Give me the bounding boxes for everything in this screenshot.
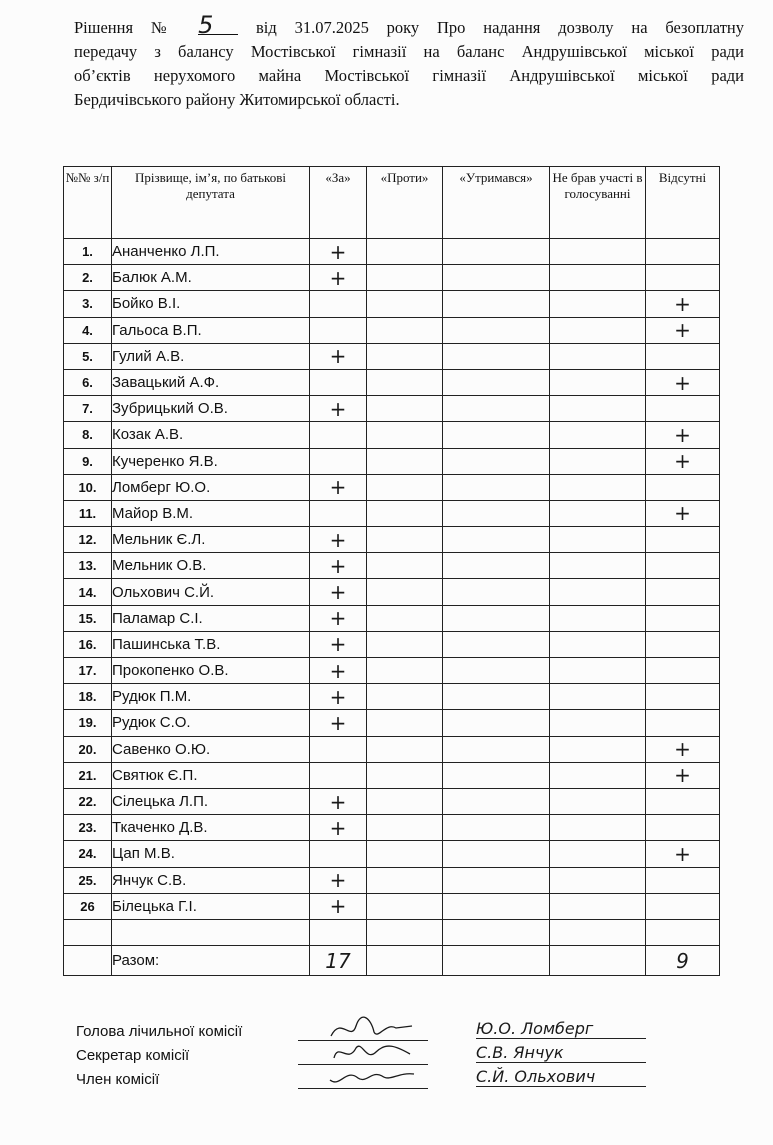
vote-not-voted (550, 893, 646, 919)
table-cell (112, 919, 310, 945)
vote-absent (646, 239, 720, 265)
vote-absent (646, 553, 720, 579)
vote-not-voted (550, 867, 646, 893)
vote-against (367, 841, 443, 867)
vote-abstain (443, 815, 550, 841)
table-cell (367, 919, 443, 945)
deputy-name: Рудюк П.М. (112, 684, 310, 710)
vote-abstain (443, 605, 550, 631)
vote-against (367, 265, 443, 291)
table-cell (64, 919, 112, 945)
vote-absent (646, 867, 720, 893)
decision-heading (74, 11, 744, 112)
vote-not-voted (550, 291, 646, 317)
deputy-name: Гальоса В.П. (112, 317, 310, 343)
vote-against (367, 317, 443, 343)
deputy-name: Святюк Є.П. (112, 762, 310, 788)
table-row (64, 265, 720, 291)
vote-abstain (443, 788, 550, 814)
deputy-name: Козак А.В. (112, 422, 310, 448)
table-row (64, 317, 720, 343)
deputy-name: Прокопенко О.В. (112, 658, 310, 684)
vote-abstain (443, 527, 550, 553)
vote-abstain (443, 317, 550, 343)
vote-for (310, 736, 367, 762)
vote-abstain (443, 422, 550, 448)
vote-absent (646, 474, 720, 500)
vote-not-voted (550, 422, 646, 448)
vote-against (367, 239, 443, 265)
vote-not-voted (550, 788, 646, 814)
row-number: 2. (64, 265, 112, 291)
deputy-name: Савенко О.Ю. (112, 736, 310, 762)
deputy-name: Завацький А.Ф. (112, 369, 310, 395)
handwritten-signature (326, 1062, 416, 1092)
row-number: 16. (64, 631, 112, 657)
deputy-name: Мельник О.В. (112, 553, 310, 579)
deputy-name: Ломберг Ю.О. (112, 474, 310, 500)
table-cell (646, 919, 720, 945)
table-row (64, 500, 720, 526)
vote-for: + (310, 265, 367, 291)
vote-not-voted (550, 265, 646, 291)
table-empty-row (64, 919, 720, 945)
vote-abstain (443, 474, 550, 500)
vote-for: + (310, 893, 367, 919)
col-header-against: «Проти» (367, 167, 443, 239)
total-absent: 9 (646, 946, 720, 976)
signature-row-member (76, 1068, 716, 1092)
vote-absent (646, 893, 720, 919)
signature-name: С.Й. Ольхович (476, 1067, 646, 1087)
row-number: 7. (64, 396, 112, 422)
row-number: 1. (64, 239, 112, 265)
vote-against (367, 500, 443, 526)
table-cell (64, 946, 112, 976)
vote-not-voted (550, 605, 646, 631)
table-total-row (64, 946, 720, 976)
deputy-name: Бойко В.І. (112, 291, 310, 317)
table-cell (443, 946, 550, 976)
table-row (64, 343, 720, 369)
vote-for (310, 422, 367, 448)
deputy-name: Ольхович С.Й. (112, 579, 310, 605)
vote-for (310, 500, 367, 526)
table-row (64, 291, 720, 317)
deputy-name: Янчук С.В. (112, 867, 310, 893)
table-row (64, 474, 720, 500)
vote-abstain (443, 579, 550, 605)
table-row (64, 527, 720, 553)
heading-line-4: Бердичівського району Житомирської області. (74, 90, 400, 109)
vote-absent: + (646, 369, 720, 395)
vote-for (310, 317, 367, 343)
vote-not-voted (550, 579, 646, 605)
row-number: 18. (64, 684, 112, 710)
vote-absent (646, 631, 720, 657)
row-number: 20. (64, 736, 112, 762)
row-number: 21. (64, 762, 112, 788)
total-label: Разом: (112, 946, 310, 976)
vote-against (367, 893, 443, 919)
vote-absent (646, 396, 720, 422)
vote-absent: + (646, 841, 720, 867)
row-number: 24. (64, 841, 112, 867)
table-body (64, 239, 720, 920)
vote-absent: + (646, 291, 720, 317)
vote-absent: + (646, 500, 720, 526)
vote-for: + (310, 396, 367, 422)
vote-against (367, 658, 443, 684)
vote-against (367, 369, 443, 395)
vote-abstain (443, 343, 550, 369)
vote-against (367, 474, 443, 500)
vote-absent (646, 815, 720, 841)
deputy-name: Зубрицький О.В. (112, 396, 310, 422)
vote-for: + (310, 658, 367, 684)
vote-abstain (443, 736, 550, 762)
vote-not-voted (550, 527, 646, 553)
decision-label: Рішення № (74, 18, 181, 37)
vote-absent (646, 527, 720, 553)
table-row (64, 788, 720, 814)
row-number: 15. (64, 605, 112, 631)
deputy-name: Рудюк С.О. (112, 710, 310, 736)
vote-against (367, 553, 443, 579)
vote-abstain (443, 762, 550, 788)
table-row (64, 684, 720, 710)
deputy-name: Гулий А.В. (112, 343, 310, 369)
row-number: 23. (64, 815, 112, 841)
voting-table (63, 166, 720, 976)
vote-against (367, 579, 443, 605)
vote-absent (646, 265, 720, 291)
vote-for (310, 762, 367, 788)
vote-absent: + (646, 422, 720, 448)
table-row (64, 553, 720, 579)
decision-number: 5 (198, 16, 238, 35)
vote-not-voted (550, 710, 646, 736)
col-header-absent: Відсутні (646, 167, 720, 239)
row-number: 14. (64, 579, 112, 605)
vote-not-voted (550, 343, 646, 369)
deputy-name: Кучеренко Я.В. (112, 448, 310, 474)
vote-absent (646, 343, 720, 369)
col-header-number: №№ з/п (64, 167, 112, 239)
vote-for: + (310, 867, 367, 893)
vote-against (367, 448, 443, 474)
vote-abstain (443, 710, 550, 736)
vote-against (367, 736, 443, 762)
row-number: 25. (64, 867, 112, 893)
vote-for: + (310, 474, 367, 500)
vote-abstain (443, 867, 550, 893)
row-number: 11. (64, 500, 112, 526)
vote-not-voted (550, 448, 646, 474)
vote-not-voted (550, 841, 646, 867)
col-header-abstain: «Утримався» (443, 167, 550, 239)
vote-not-voted (550, 658, 646, 684)
vote-not-voted (550, 736, 646, 762)
vote-against (367, 684, 443, 710)
heading-line-2: передачу з балансу Мостівської гімназії на баланс Андрушівської міської ради (74, 42, 744, 61)
vote-absent (646, 579, 720, 605)
vote-abstain (443, 684, 550, 710)
row-number: 13. (64, 553, 112, 579)
row-number: 19. (64, 710, 112, 736)
deputy-name: Білецька Г.І. (112, 893, 310, 919)
table-row (64, 815, 720, 841)
table-row (64, 369, 720, 395)
vote-not-voted (550, 684, 646, 710)
vote-for (310, 291, 367, 317)
deputy-name: Пашинська Т.В. (112, 631, 310, 657)
table-cell (367, 946, 443, 976)
table-header-row (64, 167, 720, 239)
signature-name: С.В. Янчук (476, 1043, 646, 1063)
row-number: 8. (64, 422, 112, 448)
row-number: 26 (64, 893, 112, 919)
table-row (64, 893, 720, 919)
vote-absent (646, 605, 720, 631)
deputy-name: Паламар С.І. (112, 605, 310, 631)
deputy-name: Мельник Є.Л. (112, 527, 310, 553)
table-row (64, 658, 720, 684)
vote-for: + (310, 788, 367, 814)
deputy-name: Балюк А.М. (112, 265, 310, 291)
vote-for: + (310, 579, 367, 605)
table-cell (550, 946, 646, 976)
col-header-not-voted: Не брав участі в голосуванні (550, 167, 646, 239)
vote-absent: + (646, 317, 720, 343)
vote-for: + (310, 343, 367, 369)
table-cell (443, 919, 550, 945)
vote-for (310, 448, 367, 474)
signature-label: Голова лічильної комісії (76, 1023, 243, 1040)
table-row (64, 841, 720, 867)
vote-for: + (310, 815, 367, 841)
table-row (64, 736, 720, 762)
vote-against (367, 788, 443, 814)
table-row (64, 605, 720, 631)
vote-against (367, 762, 443, 788)
vote-against (367, 527, 443, 553)
table-cell (550, 919, 646, 945)
vote-abstain (443, 396, 550, 422)
vote-abstain (443, 553, 550, 579)
vote-not-voted (550, 553, 646, 579)
signature-block (76, 1020, 716, 1092)
vote-not-voted (550, 369, 646, 395)
vote-not-voted (550, 317, 646, 343)
vote-against (367, 396, 443, 422)
row-number: 17. (64, 658, 112, 684)
table-row (64, 631, 720, 657)
vote-not-voted (550, 500, 646, 526)
total-for: 17 (310, 946, 367, 976)
vote-against (367, 422, 443, 448)
vote-for: + (310, 684, 367, 710)
table-row (64, 762, 720, 788)
vote-not-voted (550, 474, 646, 500)
table-row (64, 422, 720, 448)
vote-abstain (443, 291, 550, 317)
vote-for (310, 369, 367, 395)
row-number: 6. (64, 369, 112, 395)
vote-against (367, 815, 443, 841)
row-number: 12. (64, 527, 112, 553)
table-row (64, 448, 720, 474)
vote-for: + (310, 605, 367, 631)
vote-for: + (310, 553, 367, 579)
col-header-for: «За» (310, 167, 367, 239)
vote-against (367, 291, 443, 317)
vote-abstain (443, 500, 550, 526)
vote-abstain (443, 448, 550, 474)
vote-against (367, 631, 443, 657)
vote-against (367, 605, 443, 631)
vote-for: + (310, 631, 367, 657)
deputy-name: Ананченко Л.П. (112, 239, 310, 265)
vote-absent (646, 710, 720, 736)
table-row (64, 867, 720, 893)
signature-label: Член комісії (76, 1071, 160, 1088)
vote-absent: + (646, 448, 720, 474)
vote-not-voted (550, 239, 646, 265)
vote-absent (646, 684, 720, 710)
heading-line-1 (74, 11, 744, 40)
col-header-name: Прізвище, ім’я, по батькові депутата (112, 167, 310, 239)
vote-absent: + (646, 762, 720, 788)
table-row (64, 710, 720, 736)
vote-abstain (443, 658, 550, 684)
vote-abstain (443, 841, 550, 867)
vote-abstain (443, 265, 550, 291)
row-number: 5. (64, 343, 112, 369)
deputy-name: Цап М.В. (112, 841, 310, 867)
vote-absent: + (646, 736, 720, 762)
row-number: 4. (64, 317, 112, 343)
row-number: 22. (64, 788, 112, 814)
vote-absent (646, 658, 720, 684)
heading-line-3: об’єктів нерухомого майна Мостівської гімназії Андрушівської міської ради (74, 66, 744, 85)
deputy-name: Сілецька Л.П. (112, 788, 310, 814)
signature-name: Ю.О. Ломберг (476, 1019, 646, 1039)
vote-not-voted (550, 631, 646, 657)
row-number: 9. (64, 448, 112, 474)
table-row (64, 579, 720, 605)
vote-abstain (443, 369, 550, 395)
vote-for: + (310, 710, 367, 736)
vote-not-voted (550, 396, 646, 422)
table-cell (310, 919, 367, 945)
vote-against (367, 867, 443, 893)
vote-for (310, 841, 367, 867)
vote-abstain (443, 631, 550, 657)
row-number: 3. (64, 291, 112, 317)
vote-not-voted (550, 762, 646, 788)
row-number: 10. (64, 474, 112, 500)
vote-not-voted (550, 815, 646, 841)
decision-date-title: від 31.07.2025 року Про надання дозволу на безоплатну (255, 18, 744, 37)
deputy-name: Майор В.М. (112, 500, 310, 526)
vote-for: + (310, 239, 367, 265)
table-row (64, 396, 720, 422)
signature-label: Секретар комісії (76, 1047, 190, 1064)
vote-against (367, 343, 443, 369)
deputy-name: Ткаченко Д.В. (112, 815, 310, 841)
vote-abstain (443, 239, 550, 265)
table-row (64, 239, 720, 265)
vote-abstain (443, 893, 550, 919)
vote-for: + (310, 527, 367, 553)
vote-absent (646, 788, 720, 814)
vote-against (367, 710, 443, 736)
